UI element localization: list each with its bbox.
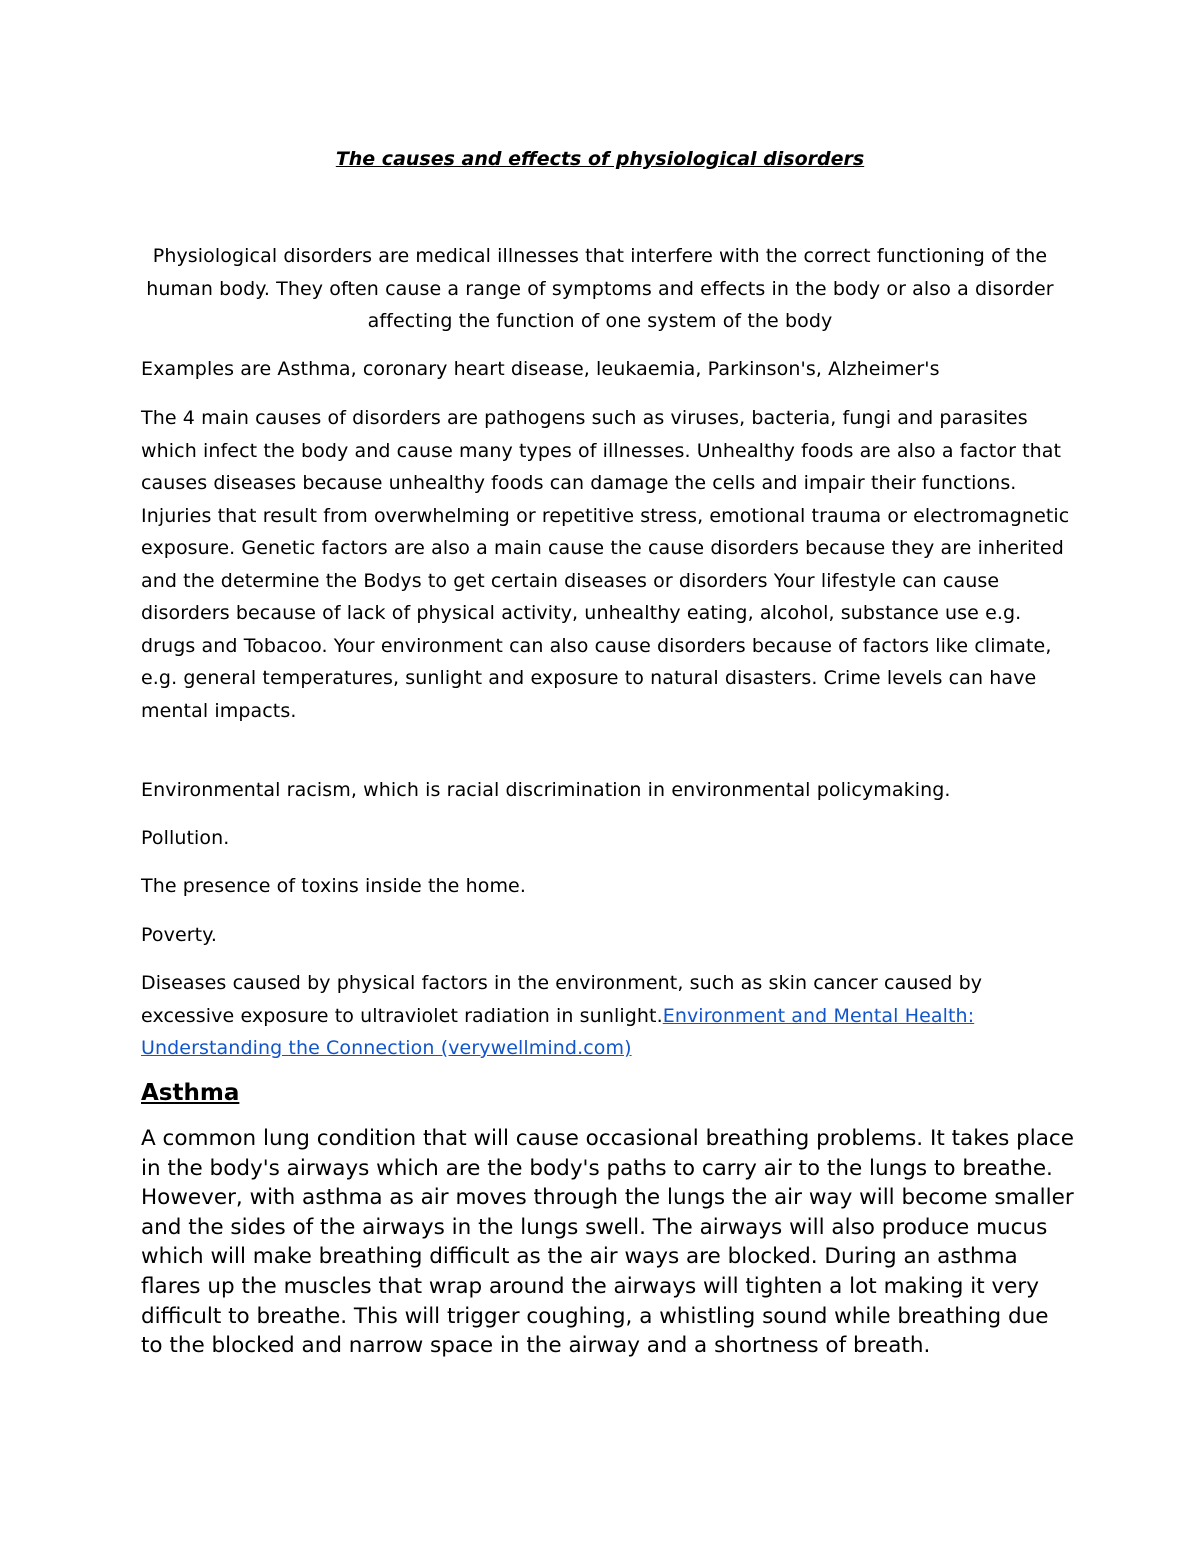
examples-paragraph: Examples are Asthma, coronary heart disease, leukaemia, Parkinson's, Alzheimer's <box>141 358 940 380</box>
verywellmind-link[interactable]: Environment and Mental Health: Understanding the Connection (verywellmind.com) <box>141 1004 975 1059</box>
environmental-racism-paragraph: Environmental racism, which is racial discrimination in environmental policymaking. <box>141 779 951 801</box>
document-title: The causes and effects of physiological disorders <box>335 148 865 170</box>
asthma-heading: Asthma <box>141 1080 240 1106</box>
causes-paragraph: The 4 main causes of disorders are pathogens such as viruses, bacteria, fungi and parasites which infect the body and cause many types of illnesses. Unhealthy foods are also a factor that causes diseases because unhealthy foods can damage the cells and impair their functions. Injuries that result from overwhelming or repetitive stress, emotional trauma or electromagnetic exposure. Genetic factors are also a main cause the cause disorders because they are inherited and the determine the Bodys to get certain diseases or disorders Your lifestyle can cause disorders because of lack of physical activity, unhealthy eating, alcohol, substance use e.g. drugs and Tobacoo. Your environment can also cause disorders because of factors like climate, e.g. general temperatures, sunlight and exposure to natural disasters. Crime levels can have mental impacts. <box>141 407 1070 722</box>
physical-factors-text: Diseases caused by physical factors in the environment, such as skin cancer caused by excessive exposure to ultraviolet radiation in sunlight. <box>141 972 983 1027</box>
intro-paragraph: Physiological disorders are medical illnesses that interfere with the correct functioning of the human body. They often cause a range of symptoms and effects in the body or also a disorder affecting the function of one system of the body <box>146 245 1054 332</box>
toxins-paragraph: The presence of toxins inside the home. <box>141 875 526 897</box>
poverty-paragraph: Poverty. <box>141 924 217 946</box>
asthma-paragraph: A common lung condition that will cause occasional breathing problems. It takes place in the body's airways which are the body's paths to carry air to the lungs to breathe. However, with asthma as air moves through the lungs the air way will become smaller and the sides of the airways in the lungs swell. The airways will also produce mucus which will make breathing difficult as the air ways are blocked. During an asthma flares up the muscles that wrap around the airways will tighten a lot making it very difficult to breathe. This will trigger coughing, a whistling sound while breathing due to the blocked and narrow space in the airway and a shortness of breath. <box>141 1126 1074 1359</box>
physical-factors-paragraph <box>141 967 1071 1065</box>
pollution-paragraph: Pollution. <box>141 827 230 849</box>
